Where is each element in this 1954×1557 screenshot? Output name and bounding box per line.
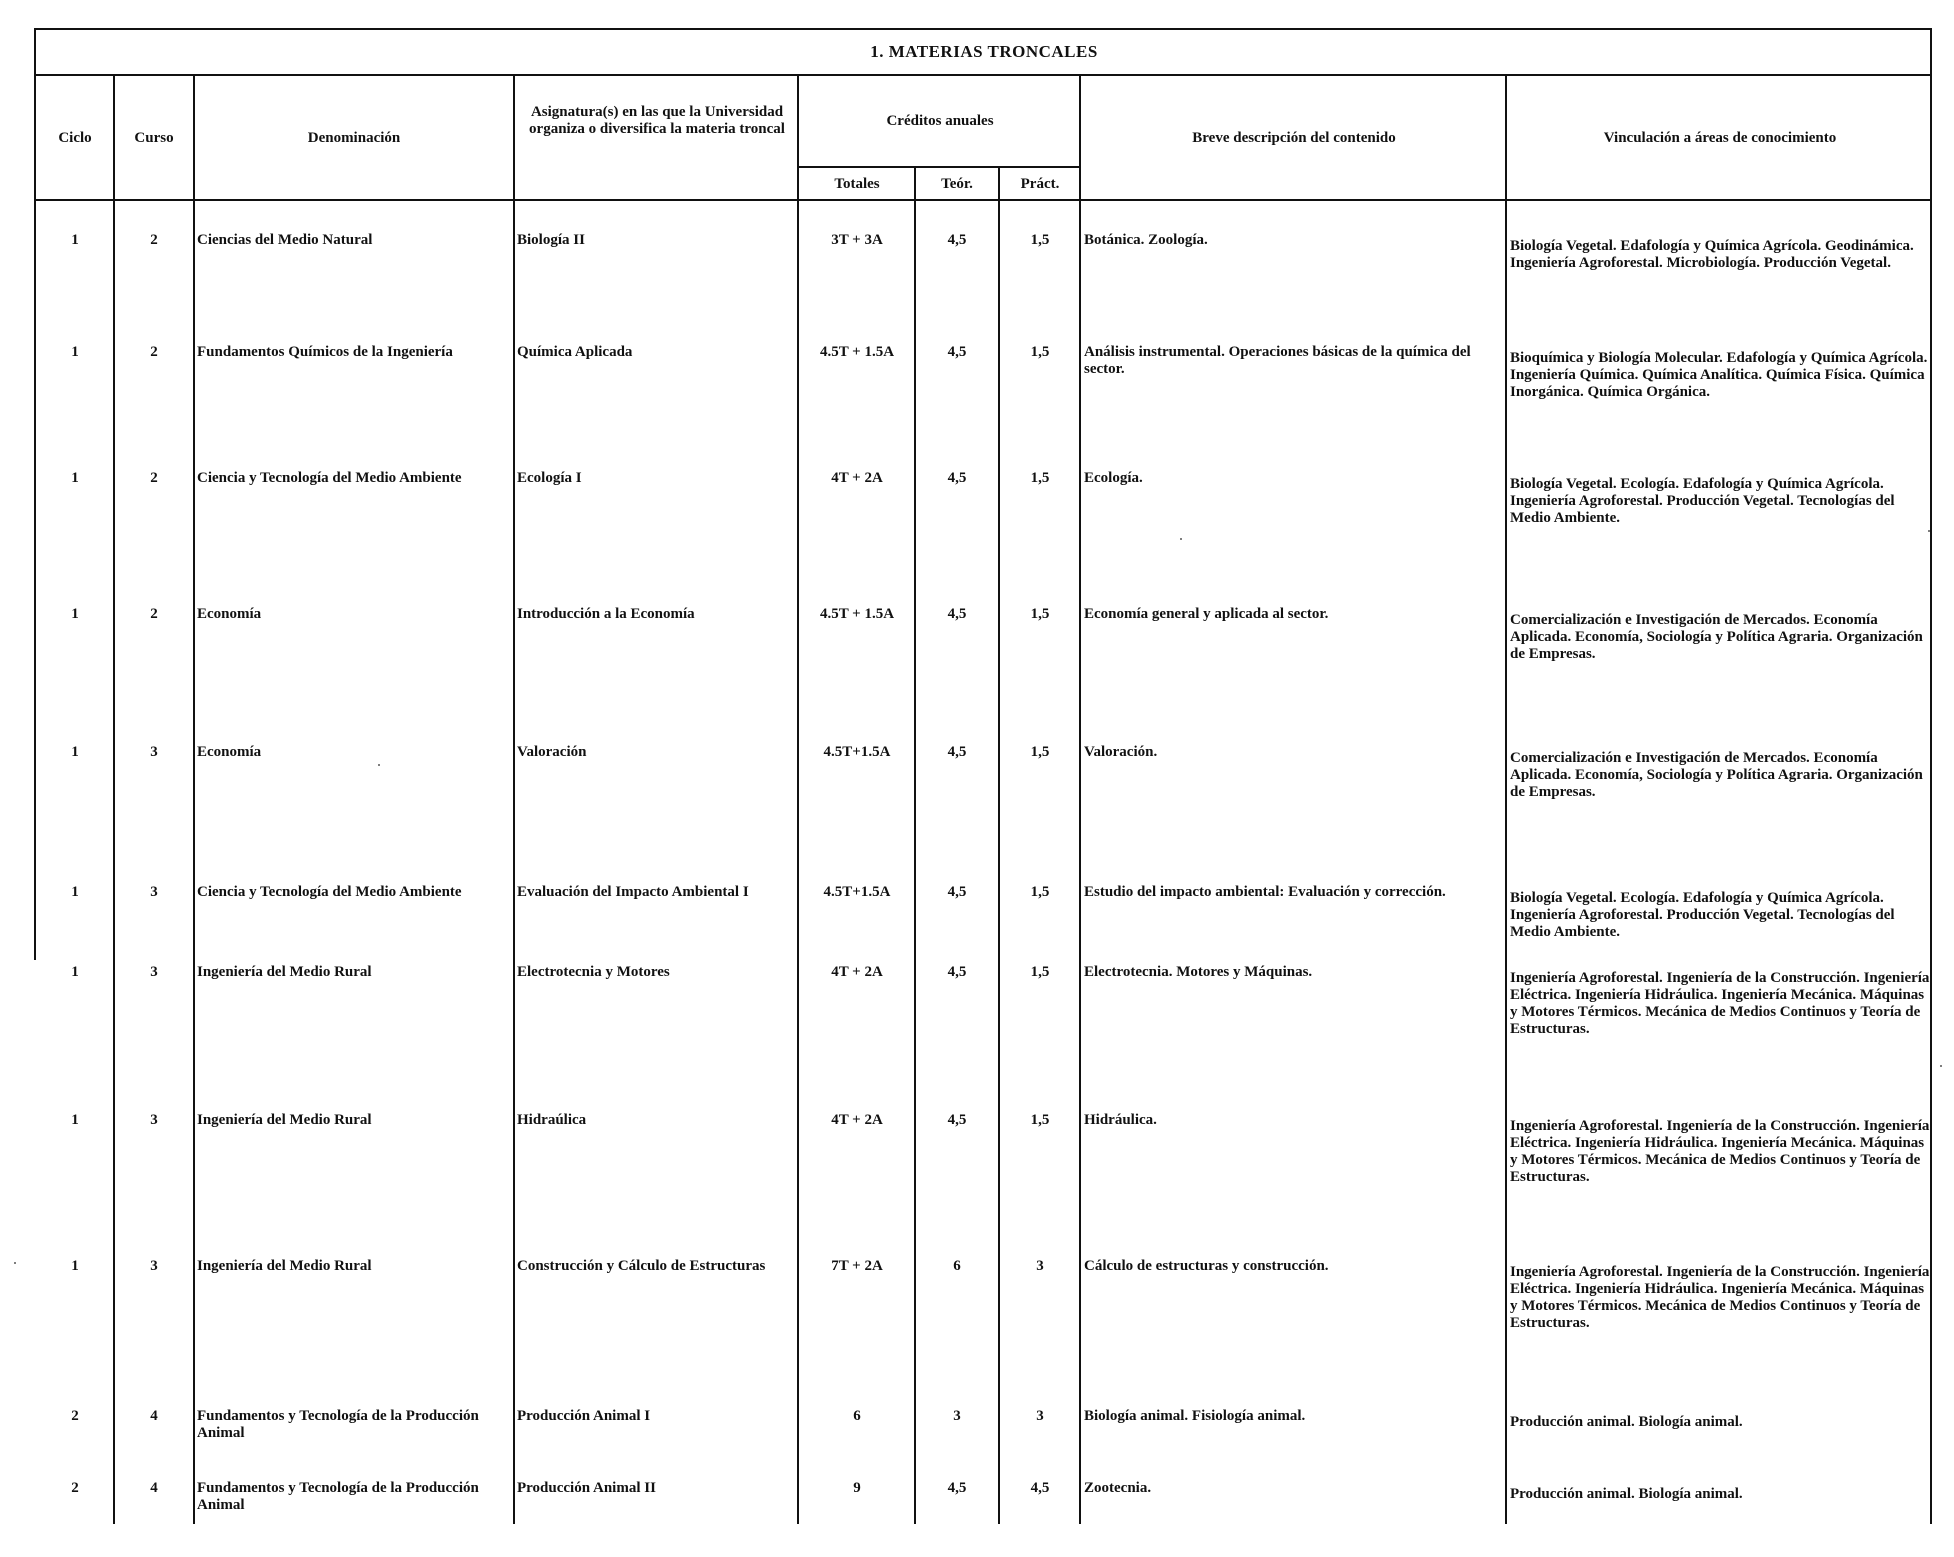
cell-denominacion: Ingeniería del Medio Rural xyxy=(197,1112,372,1128)
cell-totales: 3T + 3A xyxy=(831,232,883,248)
cell-asignatura: Biología II xyxy=(517,232,585,248)
header-teor: Teór. xyxy=(941,175,973,192)
cell-vinculacion: Comercialización e Investigación de Mercados. Economía Aplicada. Economía, Sociología y Política Agraria. Organización de Empresas. xyxy=(1510,612,1923,662)
cell-totales: 6 xyxy=(853,1408,861,1424)
cell-teor: 3 xyxy=(953,1408,961,1424)
cell-vinculacion: Ingeniería Agroforestal. Ingeniería de la Construcción. Ingeniería Eléctrica. Ingeniería Hidráulica. Ingeniería Mecánica. Máquinas y Motores Térmicos. Mecánica de Medios Continuos y Teoría de Estructuras. xyxy=(1510,970,1930,1037)
cell-curso: 4 xyxy=(150,1480,158,1496)
scan-speck xyxy=(1180,538,1182,540)
cell-totales: 4.5T + 1.5A xyxy=(819,344,895,360)
cell-descripcion: Ecología. xyxy=(1084,470,1143,486)
header-creditos: Créditos anuales xyxy=(886,112,994,129)
header-denominacion: Denominación xyxy=(307,129,401,146)
border-pract-descripcion xyxy=(1079,74,1081,1524)
cell-totales: 4.5T+1.5A xyxy=(823,884,891,900)
cell-curso: 2 xyxy=(150,606,158,622)
cell-pract: 1,5 xyxy=(1030,232,1050,248)
border-denominacion-asignatura xyxy=(513,74,515,1524)
cell-ciclo: 2 xyxy=(71,1480,79,1496)
cell-vinculacion: Producción animal. Biología animal. xyxy=(1510,1414,1743,1430)
cell-curso: 3 xyxy=(150,1258,158,1274)
cell-denominacion: Fundamentos y Tecnología de la Producción Animal xyxy=(197,1480,479,1513)
cell-totales: 7T + 2A xyxy=(831,1258,883,1274)
cell-ciclo: 1 xyxy=(71,1112,79,1128)
cell-vinculacion: Bioquímica y Biología Molecular. Edafología y Química Agrícola. Ingeniería Química. Química Analítica. Química Física. Química Inorgánica. Química Orgánica. xyxy=(1510,350,1928,400)
cell-vinculacion: Comercialización e Investigación de Mercados. Economía Aplicada. Economía, Sociología y Política Agraria. Organización de Empresas. xyxy=(1510,750,1923,800)
cell-totales: 4T + 2A xyxy=(831,470,883,486)
cell-totales: 4T + 2A xyxy=(831,1112,883,1128)
cell-pract: 4,5 xyxy=(1030,1480,1050,1496)
cell-curso: 2 xyxy=(150,470,158,486)
cell-asignatura: Hidraúlica xyxy=(517,1112,587,1128)
border-right xyxy=(1930,28,1932,1524)
cell-pract: 1,5 xyxy=(1030,344,1050,360)
cell-asignatura: Producción Animal I xyxy=(517,1408,651,1424)
cell-curso: 3 xyxy=(150,744,158,760)
cell-descripcion: Economía general y aplicada al sector. xyxy=(1084,606,1329,622)
header-vinculacion: Vinculación a áreas de conocimiento xyxy=(1603,129,1837,146)
cell-teor: 4,5 xyxy=(947,1112,967,1128)
cell-totales: 4.5T+1.5A xyxy=(823,744,891,760)
cell-pract: 1,5 xyxy=(1030,744,1050,760)
table-title: 1. MATERIAS TRONCALES xyxy=(870,42,1098,61)
cell-ciclo: 1 xyxy=(71,606,79,622)
cell-ciclo: 1 xyxy=(71,232,79,248)
cell-descripcion: Valoración. xyxy=(1084,744,1158,760)
cell-ciclo: 1 xyxy=(71,470,79,486)
cell-denominacion: Economía xyxy=(197,606,262,622)
cell-pract: 1,5 xyxy=(1030,964,1050,980)
cell-ciclo: 1 xyxy=(71,344,79,360)
title-bottom-border xyxy=(36,74,1932,76)
border-descripcion-vinculacion xyxy=(1505,74,1507,1524)
cell-teor: 6 xyxy=(953,1258,961,1274)
border-asignatura-totales xyxy=(797,74,799,1524)
cell-totales: 9 xyxy=(853,1480,861,1496)
table-top-border xyxy=(36,28,1932,30)
cell-ciclo: 2 xyxy=(71,1408,79,1424)
cell-ciclo: 1 xyxy=(71,744,79,760)
cell-asignatura: Introducción a la Economía xyxy=(517,606,695,622)
header-pract: Práct. xyxy=(1020,175,1060,192)
cell-descripcion: Estudio del impacto ambiental: Evaluación y corrección. xyxy=(1084,884,1446,900)
cell-vinculacion: Ingeniería Agroforestal. Ingeniería de la Construcción. Ingeniería Eléctrica. Ingeniería Hidráulica. Ingeniería Mecánica. Máquinas y Motores Térmicos. Mecánica de Medios Continuos y Teoría de Estructuras. xyxy=(1510,1118,1930,1185)
border-totales-teor xyxy=(914,166,916,1524)
header-totales: Totales xyxy=(834,175,880,192)
header-descripcion: Breve descripción del contenido xyxy=(1192,129,1396,146)
cell-teor: 4,5 xyxy=(947,232,967,248)
cell-descripcion: Botánica. Zoología. xyxy=(1084,232,1208,248)
cell-pract: 1,5 xyxy=(1030,1112,1050,1128)
cell-asignatura: Valoración xyxy=(517,744,587,760)
cell-descripcion: Hidráulica. xyxy=(1084,1112,1157,1128)
scan-speck xyxy=(14,1262,16,1264)
cell-curso: 3 xyxy=(150,964,158,980)
cell-vinculacion: Biología Vegetal. Ecología. Edafología y Química Agrícola. Ingeniería Agroforestal. Producción Vegetal. Tecnologías del Medio Ambiente. xyxy=(1510,476,1895,526)
cell-teor: 4,5 xyxy=(947,744,967,760)
cell-curso: 2 xyxy=(150,232,158,248)
cell-denominacion: Ciencias del Medio Natural xyxy=(197,232,373,248)
cell-ciclo: 1 xyxy=(71,964,79,980)
cell-curso: 2 xyxy=(150,344,158,360)
cell-vinculacion: Biología Vegetal. Edafología y Química Agrícola. Geodinámica. Ingeniería Agroforestal. Microbiología. Producción Vegetal. xyxy=(1510,238,1914,271)
border-teor-pract xyxy=(998,166,1000,1524)
border-left xyxy=(34,28,36,960)
cell-teor: 4,5 xyxy=(947,884,967,900)
scan-speck xyxy=(378,764,380,766)
cell-pract: 3 xyxy=(1036,1258,1044,1274)
border-ciclo-curso xyxy=(113,74,115,1524)
cell-curso: 3 xyxy=(150,1112,158,1128)
cell-descripcion: Biología animal. Fisiología animal. xyxy=(1084,1408,1306,1424)
cell-denominacion: Ingeniería del Medio Rural xyxy=(197,964,372,980)
cell-denominacion: Ciencia y Tecnología del Medio Ambiente xyxy=(197,884,462,900)
cell-pract: 1,5 xyxy=(1030,606,1050,622)
cell-pract: 1,5 xyxy=(1030,470,1050,486)
cell-ciclo: 1 xyxy=(71,1258,79,1274)
cell-vinculacion: Biología Vegetal. Ecología. Edafología y Química Agrícola. Ingeniería Agroforestal. Producción Vegetal. Tecnologías del Medio Ambiente. xyxy=(1510,890,1895,940)
cell-asignatura: Evaluación del Impacto Ambiental I xyxy=(517,884,749,900)
cell-denominacion: Ciencia y Tecnología del Medio Ambiente xyxy=(197,470,462,486)
cell-curso: 3 xyxy=(150,884,158,900)
cell-descripcion: Cálculo de estructuras y construcción. xyxy=(1084,1258,1329,1274)
cell-asignatura: Ecología I xyxy=(517,470,582,486)
header-curso: Curso xyxy=(134,129,174,146)
cell-asignatura: Construcción y Cálculo de Estructuras xyxy=(517,1258,766,1274)
cell-teor: 4,5 xyxy=(947,606,967,622)
cell-descripcion: Zootecnia. xyxy=(1084,1480,1152,1496)
scan-speck xyxy=(1940,1065,1942,1067)
cell-teor: 4,5 xyxy=(947,964,967,980)
cell-teor: 4,5 xyxy=(947,470,967,486)
cell-descripcion: Electrotecnia. Motores y Máquinas. xyxy=(1084,964,1313,980)
cell-totales: 4.5T + 1.5A xyxy=(819,606,895,622)
cell-asignatura: Producción Animal II xyxy=(517,1480,656,1496)
cell-pract: 1,5 xyxy=(1030,884,1050,900)
cell-curso: 4 xyxy=(150,1408,158,1424)
cell-denominacion: Fundamentos Químicos de la Ingeniería xyxy=(197,344,453,360)
cell-denominacion: Economía xyxy=(197,744,262,760)
cell-descripcion: Análisis instrumental. Operaciones básicas de la química del sector. xyxy=(1084,344,1471,377)
cell-ciclo: 1 xyxy=(71,884,79,900)
scan-speck xyxy=(1928,530,1930,532)
cell-asignatura: Electrotecnia y Motores xyxy=(517,964,670,980)
cell-totales: 4T + 2A xyxy=(831,964,883,980)
border-curso-denominacion xyxy=(193,74,195,1524)
cell-asignatura: Química Aplicada xyxy=(517,344,633,360)
cell-vinculacion: Ingeniería Agroforestal. Ingeniería de la Construcción. Ingeniería Eléctrica. Ingeniería Hidráulica. Ingeniería Mecánica. Máquinas y Motores Térmicos. Mecánica de Medios Continuos y Teoría de Estructuras. xyxy=(1510,1264,1930,1331)
header-asignaturas: Asignatura(s) en las que la Universidad organiza o diversifica la materia troncal xyxy=(529,104,785,137)
cell-vinculacion: Producción animal. Biología animal. xyxy=(1510,1486,1743,1502)
cell-teor: 4,5 xyxy=(947,1480,967,1496)
header-bottom-border xyxy=(36,199,1932,201)
cell-teor: 4,5 xyxy=(947,344,967,360)
cell-pract: 3 xyxy=(1036,1408,1044,1424)
cell-denominacion: Ingeniería del Medio Rural xyxy=(197,1258,372,1274)
creditos-subheader-border xyxy=(798,166,1080,168)
header-ciclo: Ciclo xyxy=(58,129,92,146)
cell-denominacion: Fundamentos y Tecnología de la Producción Animal xyxy=(197,1408,479,1441)
